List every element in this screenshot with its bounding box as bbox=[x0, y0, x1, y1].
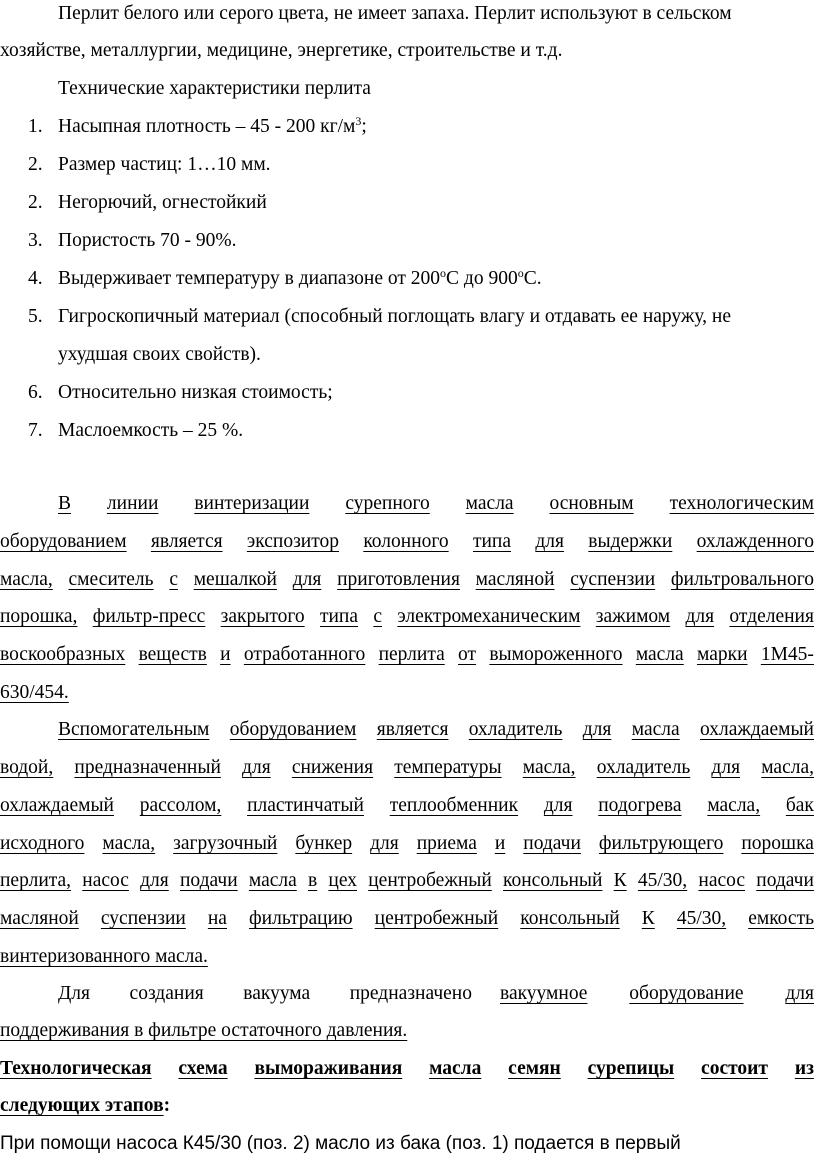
para2-line-2 bbox=[0, 758, 814, 778]
word: фильтровального bbox=[670, 569, 814, 590]
para3-underlined bbox=[500, 984, 814, 1004]
word: для bbox=[370, 833, 399, 854]
para1-line-1 bbox=[58, 494, 814, 514]
word: вакуумное bbox=[500, 983, 588, 1004]
word: масла bbox=[635, 644, 684, 665]
word: центробежный bbox=[368, 870, 492, 891]
spec-item-text: Негорючий, огнестойкий bbox=[58, 192, 267, 213]
word: бункер bbox=[295, 833, 353, 854]
word: и bbox=[220, 644, 231, 665]
spec-item-text: Пористость 70 - 90%. bbox=[58, 230, 237, 251]
word: К bbox=[613, 870, 627, 891]
word: подачи bbox=[756, 870, 814, 891]
superscript: 3 bbox=[355, 114, 362, 128]
spec-item-number: 2. bbox=[28, 192, 43, 213]
para1-line-4 bbox=[0, 607, 814, 627]
word: водой, bbox=[0, 757, 54, 778]
word: перлита bbox=[378, 644, 445, 665]
spec-item-text: Выдерживает температуру в диапазоне от 200 bbox=[58, 268, 441, 289]
word: рассолом, bbox=[139, 795, 222, 816]
word: снижения bbox=[291, 757, 374, 778]
word: порошка bbox=[741, 833, 814, 854]
word: вакуума bbox=[243, 983, 311, 1004]
specs-heading: Технические характеристики перлита bbox=[58, 78, 371, 99]
body-last-line: При помощи насоса К45/30 (поз. 2) масло из бака (поз. 1) подается в первый bbox=[0, 1133, 681, 1154]
word: охладитель bbox=[468, 719, 563, 740]
word: и bbox=[494, 833, 506, 854]
word: приема bbox=[416, 833, 477, 854]
word: закрытого bbox=[220, 606, 305, 627]
word: порошка, bbox=[0, 606, 78, 627]
word: насос bbox=[82, 870, 129, 891]
word: масляной bbox=[475, 569, 555, 590]
word: для bbox=[292, 569, 322, 590]
para1-line-5 bbox=[0, 645, 814, 665]
word: мешалкой bbox=[193, 569, 277, 590]
word: на bbox=[207, 908, 227, 929]
spec-item-text: Насыпная плотность – 45 - 200 кг/м bbox=[58, 116, 356, 137]
word: является bbox=[150, 531, 223, 552]
word: из bbox=[794, 1058, 814, 1079]
para2-line-5 bbox=[0, 871, 814, 891]
word: исходного bbox=[0, 833, 85, 854]
word: цех bbox=[328, 870, 358, 891]
word: суспензии bbox=[570, 569, 656, 590]
para2-line-7: винтеризованного масла. bbox=[0, 946, 208, 967]
word: для bbox=[582, 719, 612, 740]
para3-line-2: поддерживания в фильтре остаточного давления. bbox=[0, 1020, 408, 1041]
word: отработанного bbox=[243, 644, 366, 665]
word: приготовления bbox=[337, 569, 460, 590]
word: подогрева bbox=[598, 795, 682, 816]
word: охлажденного bbox=[696, 531, 814, 552]
word: для bbox=[242, 757, 271, 778]
word: веществ bbox=[138, 644, 207, 665]
word: перлита, bbox=[0, 870, 72, 891]
intro-line-1: Перлит белого или серого цвета, не имеет запаха. Перлит используют в сельском bbox=[58, 3, 732, 24]
word: консольный bbox=[520, 908, 620, 929]
word: 45/30, bbox=[637, 870, 688, 891]
word: для bbox=[140, 870, 169, 891]
word: масла bbox=[429, 1058, 482, 1079]
word: пластинчатый bbox=[247, 795, 364, 816]
word: масла, bbox=[522, 757, 576, 778]
spec-item-number: 6. bbox=[28, 382, 43, 403]
scheme-heading-line-1 bbox=[0, 1059, 814, 1079]
word: колонного bbox=[363, 531, 449, 552]
spec-item-tail: ; bbox=[361, 116, 367, 137]
word: фильтр-пресс bbox=[92, 606, 206, 627]
word: оборудование bbox=[629, 983, 744, 1004]
word: масла, bbox=[0, 569, 53, 590]
word: в bbox=[307, 870, 318, 891]
para1-line-3 bbox=[0, 570, 814, 590]
word: типа bbox=[472, 531, 512, 552]
word: семян bbox=[508, 1058, 561, 1079]
spec-item-text: Маслоемкость – 25 %. bbox=[58, 420, 244, 441]
word: температуры bbox=[394, 757, 502, 778]
word: от bbox=[458, 644, 477, 665]
spec-item-number: 3. bbox=[28, 230, 43, 251]
word: 1М45- bbox=[760, 644, 814, 665]
word: В bbox=[58, 493, 72, 514]
superscript: о bbox=[440, 266, 447, 280]
scheme-heading-colon: : bbox=[163, 1095, 171, 1116]
word: является bbox=[376, 719, 449, 740]
word: вымораживания bbox=[254, 1058, 403, 1079]
word: центробежный bbox=[374, 908, 499, 929]
word: масла bbox=[248, 870, 297, 891]
word: электромеханическим bbox=[397, 606, 581, 627]
word: оборудованием bbox=[0, 531, 127, 552]
para2-line-6 bbox=[0, 909, 814, 929]
word: основным bbox=[549, 493, 634, 514]
word: консольный bbox=[503, 870, 603, 891]
word: подачи bbox=[523, 833, 581, 854]
spec-item-6-continuation: ухудшая своих свойств). bbox=[58, 344, 261, 365]
word: бак bbox=[785, 795, 814, 816]
word: марки bbox=[697, 644, 748, 665]
scheme-heading-text: следующих этапов bbox=[0, 1095, 164, 1116]
spec-item-text: Размер частиц: 1…10 мм. bbox=[58, 154, 271, 175]
word: с bbox=[373, 606, 383, 627]
word: Технологическая bbox=[0, 1058, 152, 1079]
word: вымороженного bbox=[489, 644, 623, 665]
word: воскообразных bbox=[0, 644, 126, 665]
spec-item-number: 7. bbox=[28, 420, 43, 441]
word: предназначенный bbox=[74, 757, 221, 778]
spec-item-mid: С до 900 bbox=[446, 268, 518, 289]
spec-item-number: 2. bbox=[28, 154, 43, 175]
word: состоит bbox=[701, 1058, 768, 1079]
word: масла, bbox=[102, 833, 156, 854]
word: К bbox=[641, 908, 655, 929]
word: охлаждаемый bbox=[700, 719, 814, 740]
word: создания bbox=[129, 983, 204, 1004]
word: технологическим bbox=[669, 493, 814, 514]
spec-item-number: 4. bbox=[28, 268, 43, 289]
word: фильтрацию bbox=[249, 908, 353, 929]
para2-line-4 bbox=[0, 834, 814, 854]
word: фильтрующего bbox=[598, 833, 724, 854]
word: предназначено bbox=[349, 983, 472, 1004]
word: схема bbox=[178, 1058, 228, 1079]
word: Для bbox=[58, 983, 91, 1004]
word: охладитель bbox=[596, 757, 691, 778]
word: с bbox=[169, 569, 178, 590]
word: охлаждаемый bbox=[0, 795, 114, 816]
word: подачи bbox=[179, 870, 238, 891]
word: оборудованием bbox=[229, 719, 357, 740]
word: суспензии bbox=[100, 908, 186, 929]
para1-line-2 bbox=[0, 532, 814, 552]
word: отделения bbox=[729, 606, 814, 627]
word: насос bbox=[698, 870, 746, 891]
word: смеситель bbox=[68, 569, 154, 590]
word: загрузочный bbox=[173, 833, 278, 854]
word: выдержки bbox=[588, 531, 673, 552]
word: масла, bbox=[761, 757, 814, 778]
word: линии bbox=[106, 493, 159, 514]
spec-item-number: 1. bbox=[28, 116, 43, 137]
word: масла bbox=[631, 719, 680, 740]
superscript: о bbox=[517, 266, 524, 280]
word: 45/30, bbox=[676, 908, 727, 929]
word: винтеризации bbox=[194, 493, 310, 514]
word: масляной bbox=[0, 908, 79, 929]
scheme-heading-line-2 bbox=[0, 1096, 814, 1116]
word: зажимом bbox=[595, 606, 671, 627]
word: теплообменник bbox=[389, 795, 519, 816]
spec-item-number: 5. bbox=[28, 306, 43, 327]
word: для bbox=[543, 795, 573, 816]
spec-item-text: Гигроскопичный материал (способный поглощать влагу и отдавать ее наружу, не bbox=[58, 306, 732, 327]
word: для bbox=[685, 606, 715, 627]
word: сурепицы bbox=[587, 1058, 675, 1079]
para3-line-1 bbox=[58, 984, 814, 1004]
word: сурепного bbox=[345, 493, 430, 514]
para1-line-6: 630/454. bbox=[0, 682, 69, 703]
word: масла bbox=[465, 493, 514, 514]
word: емкость bbox=[748, 908, 814, 929]
intro-line-2: хозяйстве, металлургии, медицине, энергетике, строительстве и т.д. bbox=[0, 40, 563, 61]
para2-line-1 bbox=[58, 720, 814, 740]
spec-item-text: Относительно низкая стоимость; bbox=[58, 382, 333, 403]
word: для bbox=[785, 983, 814, 1004]
spec-item-tail: С. bbox=[523, 268, 542, 289]
word: для bbox=[535, 531, 564, 552]
para2-line-3 bbox=[0, 796, 814, 816]
word: Вспомогательным bbox=[58, 719, 210, 740]
word: экспозитор bbox=[246, 531, 339, 552]
word: типа bbox=[319, 606, 359, 627]
para3-plain bbox=[58, 984, 472, 1004]
word: для bbox=[711, 757, 741, 778]
word: масла, bbox=[707, 795, 761, 816]
